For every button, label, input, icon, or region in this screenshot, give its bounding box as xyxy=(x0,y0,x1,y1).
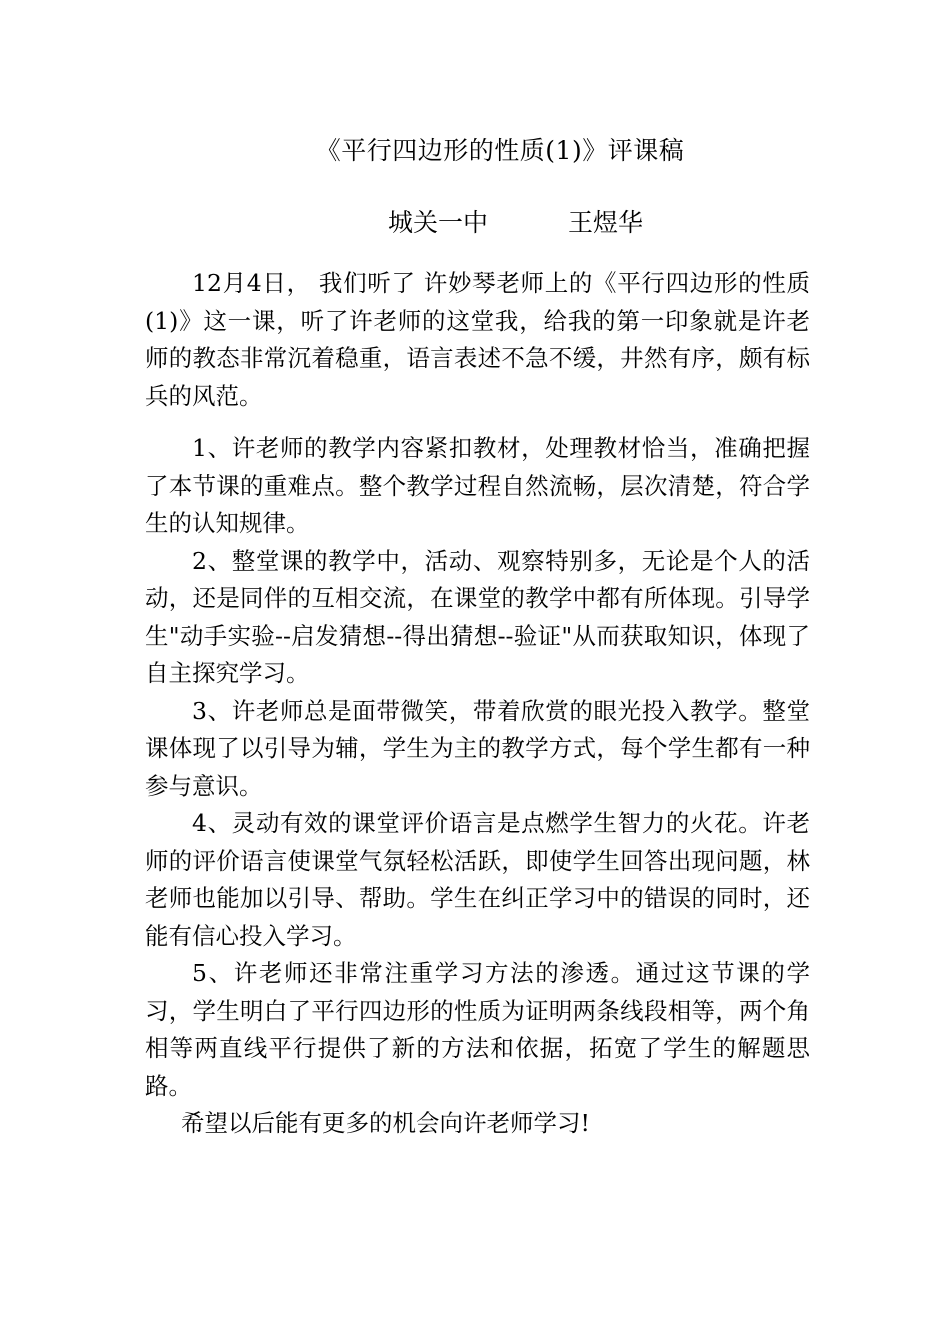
closing-paragraph: 希望以后能有更多的机会向许老师学习! xyxy=(181,1109,590,1137)
author-line xyxy=(388,205,643,241)
document-title: 《平行四边形的性质(1)》评课稿 xyxy=(315,136,685,165)
review-point-4: 4、灵动有效的课堂评价语言是点燃学生智力的火花。许老师的评价语言使课堂气氛轻松活跃，即使学生回答出现问题，林老师也能加以引导、帮助。学生在纠正学习中的错误的同时，还能有信心投入学习。 xyxy=(145,809,810,950)
author-name: 王煜华 xyxy=(568,208,644,237)
document-body xyxy=(145,265,810,1143)
intro-paragraph: 12月4日， 我们听了 许妙琴老师上的《平行四边形的性质(1)》这一课，听了许老师的这堂我，给我的第一印象就是许老师的教态非常沉着稳重，语言表述不急不缓，井然有序，颇有标兵的风范。 xyxy=(145,269,810,410)
review-point-2: 2、整堂课的教学中，活动、观察特别多，无论是个人的活动，还是同伴的互相交流，在课堂的教学中都有所体现。引导学生"动手实验--启发猜想--得出猜想--验证"从而获取知识，体现了自主探究学习。 xyxy=(145,546,810,687)
review-point-1: 1、许老师的教学内容紧扣教材，处理教材恰当，准确把握了本节课的重难点。整个教学过程自然流畅，层次清楚，符合学生的认知规律。 xyxy=(145,434,810,537)
review-point-3: 3、许老师总是面带微笑，带着欣赏的眼光投入教学。整堂课体现了以引导为辅，学生为主的教学方式，每个学生都有一种参与意识。 xyxy=(145,696,810,800)
review-point-5: 5、许老师还非常注重学习方法的渗透。通过这节课的学习，学生明白了平行四边形的性质为证明两条线段相等，两个角相等两直线平行提供了新的方法和依据，拓宽了学生的解题思路。 xyxy=(145,959,810,1100)
school-name: 城关一中 xyxy=(388,208,489,237)
